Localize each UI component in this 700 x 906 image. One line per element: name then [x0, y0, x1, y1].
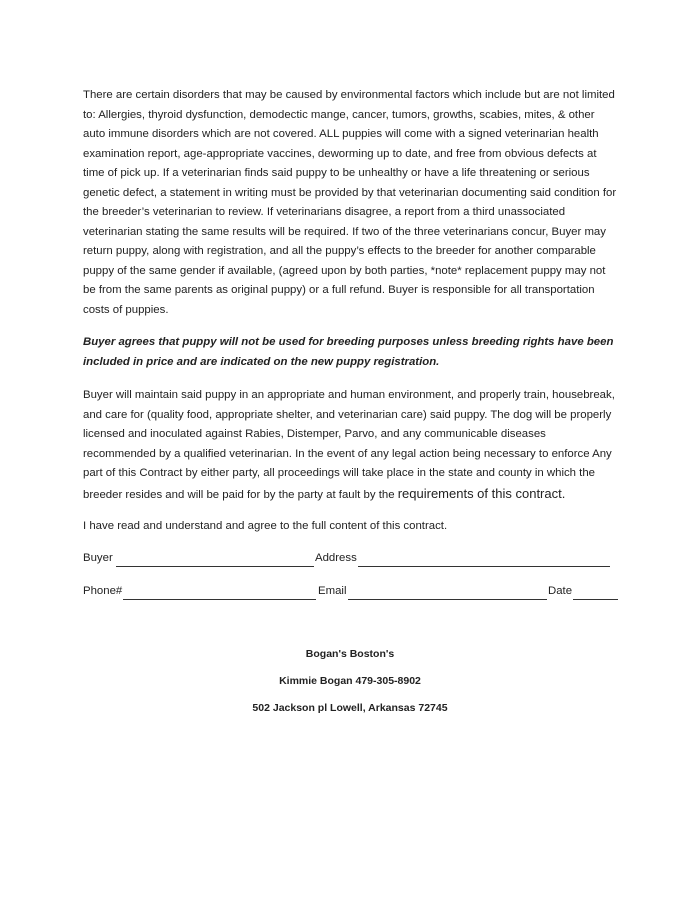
email-line[interactable]: [348, 599, 547, 600]
business-contact: Kimmie Bogan 479-305-8902: [279, 675, 421, 687]
buyer-signature-line[interactable]: [116, 566, 314, 567]
care-obligations-text: Buyer will maintain said puppy in an appropriate and human environment, and properly train, housebreak, and care for (quality food, appropriate shelter, and veterinarian care) said puppy. The dog will be properly licensed and inoculated against Rabies, Distemper, Parvo, and any communicable diseases recommended by a qualified veterinarian. In the event of any legal action being necessary to enforce Any part of this Contract by either party, all proceedings will take place in the state and county in which the breeder resides and will be paid for by the party at fault by the: [83, 389, 615, 501]
phone-label: Phone#: [83, 585, 123, 597]
agreement-statement: I have read and understand and agree to the full content of this contract.: [83, 520, 448, 532]
buyer-address-row: [83, 552, 619, 572]
phone-email-date-row: [83, 585, 619, 605]
email-label: Email: [318, 585, 347, 597]
business-name: Bogan's Boston's: [305, 648, 395, 660]
address-label: Address: [315, 552, 357, 564]
health-guarantee-paragraph: There are certain disorders that may be caused by environmental factors which include but are not limited to: Allergies, thyroid dysfunction, demodectic mange, cancer, tumors, growths, scabies, mites, & other auto immune disorders which are not covered. ALL puppies will come with a signed veterinarian health examination report, age-appropriate vaccines, deworming up to date, and free from obvious defects at time of pick up. If a veterinarian finds said puppy to be unhealthy or have a life threatening or serious genetic defect, a statement in writing must be provided by that veterinarian documenting said condition for the breeder’s veterinarian to review. If veterinarians disagree, a report from a third unassociated veterinarian stating the same results will be required. If two of the three veterinarians concur, Buyer may return puppy, along with registration, and all the puppy’s effects to the breeder for another comparable puppy of the same gender if available, (agreed upon by both parties, *note* replacement puppy may not be from the same parents as original puppy) or a full refund. Buyer is responsible for all transportation costs of puppies.: [83, 89, 617, 316]
care-obligations-ending: requirements of this contract.: [397, 485, 566, 501]
buyer-label: Buyer: [83, 552, 113, 564]
business-address: 502 Jackson pl Lowell, Arkansas 72745: [252, 702, 448, 714]
address-line[interactable]: [358, 566, 610, 567]
date-label: Date: [548, 585, 573, 597]
care-obligations-paragraph: [83, 386, 618, 505]
phone-line[interactable]: [123, 599, 316, 600]
date-line[interactable]: [573, 599, 618, 600]
breeding-rights-paragraph: Buyer agrees that puppy will not be used for breeding purposes unless breeding rights have been included in price and are indicated on the new puppy registration.: [83, 336, 614, 368]
